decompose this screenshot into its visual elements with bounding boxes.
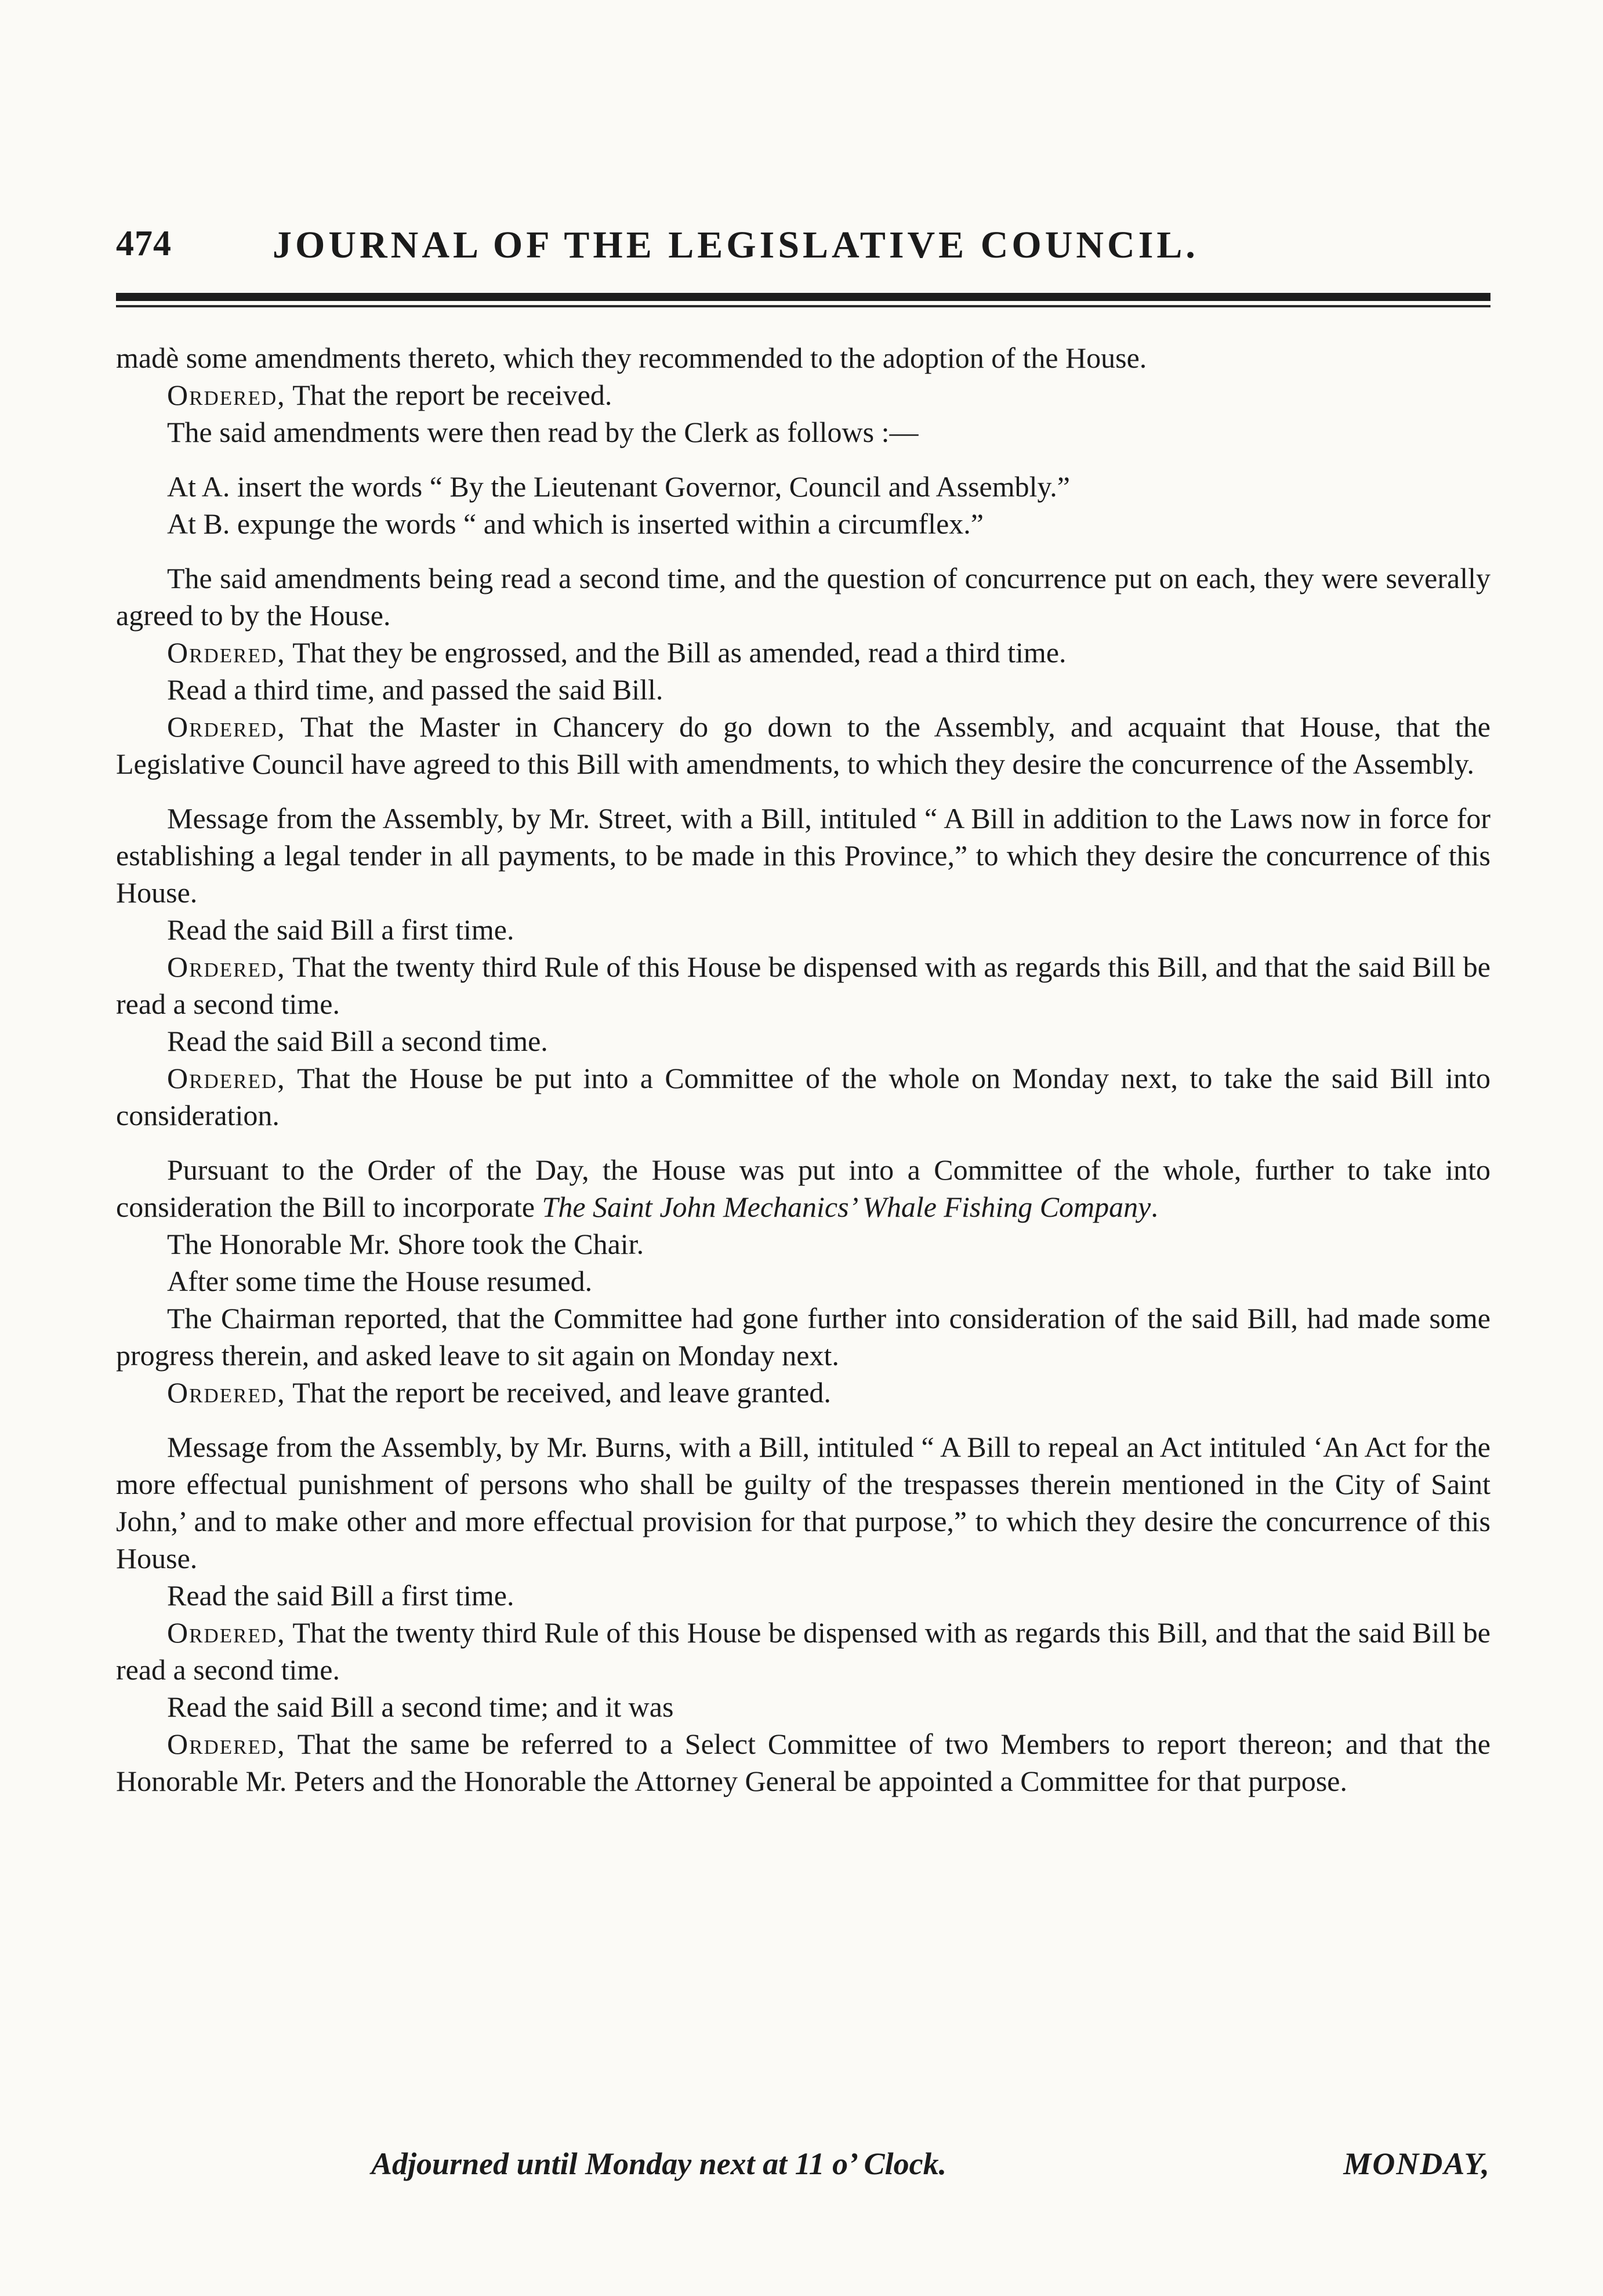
paragraph xyxy=(116,1225,1490,1263)
paragraph-text: That the twenty third Rule of this House be dispensed with as regards this Bill, and that the said Bill be read a second time. xyxy=(116,1616,1490,1686)
paragraph xyxy=(116,1725,1490,1800)
paragraph xyxy=(116,1428,1490,1577)
paragraph xyxy=(116,948,1490,1022)
paragraph xyxy=(116,1060,1490,1134)
paragraph-text: The said amendments were then read by the Clerk as follows :— xyxy=(167,416,919,448)
paragraph-text: madè some amendments thereto, which they recommended to the adoption of the House. xyxy=(116,342,1147,374)
paragraph xyxy=(116,911,1490,948)
catchword: MONDAY, xyxy=(1343,2146,1490,2181)
paragraph-text: The Chairman reported, that the Committee had gone further into consideration of the said Bill, had made some progress therein, and asked leave to sit again on Monday next. xyxy=(116,1302,1490,1372)
paragraph-text: That the same be referred to a Select Committee of two Members to report thereon; and that the Honorable Mr. Peters and the Honorable the Attorney General be appointed a Committee for that purpose. xyxy=(116,1728,1490,1797)
paragraph-text: That the report be received. xyxy=(292,379,612,411)
paragraph-lead: Ordered, xyxy=(167,379,286,411)
paragraph xyxy=(116,671,1490,708)
page-number: 474 xyxy=(116,224,172,263)
paragraph xyxy=(116,468,1490,505)
header-rule-thick xyxy=(116,293,1490,301)
paragraph xyxy=(116,1374,1490,1411)
paragraph xyxy=(116,505,1490,542)
page-footer xyxy=(116,2146,1490,2192)
paragraph-text: Read the said Bill a first time. xyxy=(167,913,514,946)
paragraph-text: At B. expunge the words “ and which is inserted within a circumflex.” xyxy=(167,507,984,540)
paragraph-lead: Ordered, xyxy=(167,1062,286,1094)
paragraph xyxy=(116,1263,1490,1300)
company-name: The Saint John Mechanics’ Whale Fishing Company xyxy=(542,1191,1151,1223)
paragraph-lead: Ordered, xyxy=(167,1616,286,1649)
paragraph xyxy=(116,1688,1490,1725)
paragraph xyxy=(116,1577,1490,1614)
paragraph-text: That the report be received, and leave granted. xyxy=(292,1376,831,1409)
paragraph-text: The said amendments being read a second time, and the question of concurrence put on each, they were severally agreed to by the House. xyxy=(116,562,1490,632)
paragraph-text: Read the said Bill a second time; and it was xyxy=(167,1691,674,1723)
paragraph xyxy=(116,708,1490,782)
paragraph-text: That the House be put into a Committee of the whole on Monday next, to take the said Bill into consideration. xyxy=(116,1062,1490,1131)
paragraph-text: Read the said Bill a second time. xyxy=(167,1025,548,1057)
paragraph xyxy=(116,1614,1490,1688)
paragraph-lead: Ordered, xyxy=(167,951,286,983)
page-header xyxy=(116,223,1490,287)
paragraph xyxy=(116,414,1490,451)
paragraph-lead: Ordered, xyxy=(167,1376,286,1409)
body-text xyxy=(116,339,1490,1800)
paragraph xyxy=(116,1022,1490,1060)
paragraph-lead: Ordered, xyxy=(167,1728,286,1760)
paragraph-lead: Ordered, xyxy=(167,710,286,743)
paragraph xyxy=(116,339,1490,376)
paragraph-text: Read a third time, and passed the said Bill. xyxy=(167,673,663,706)
paragraph-text: That they be engrossed, and the Bill as amended, read a third time. xyxy=(292,636,1067,669)
paragraph-text: The Honorable Mr. Shore took the Chair. xyxy=(167,1228,644,1260)
paragraph-text: That the Master in Chancery do go down to the Assembly, and acquaint that House, that the Legislative Council have agreed to this Bill with amendments, to which they desire the concurrence of the Assembly. xyxy=(116,710,1490,780)
paragraph xyxy=(116,376,1490,414)
running-title: JOURNAL OF THE LEGISLATIVE COUNCIL. xyxy=(273,224,1199,266)
paragraph-lead: Ordered, xyxy=(167,636,286,669)
paragraph-text: At A. insert the words “ By the Lieutenant Governor, Council and Assembly.” xyxy=(167,470,1070,503)
paragraph xyxy=(116,800,1490,911)
paragraph-text: Pursuant to the Order of the Day, the House was put into a Committee of the whole, further to take into consideration the Bill to incorporate xyxy=(116,1154,1490,1223)
paragraph-text: Message from the Assembly, by Mr. Burns, with a Bill, intituled “ A Bill to repeal an Act intituled ‘An Act for the more effectual punishment of persons who shall be guilty of the trespasses therein mentioned in the City of Saint John,’ and to make other and more effectual provision for that purpose,” to which they desire the concurrence of this House. xyxy=(116,1431,1490,1575)
paragraph-text: Read the said Bill a first time. xyxy=(167,1579,514,1612)
paragraph-tail: . xyxy=(1151,1191,1158,1223)
paragraph-text: That the twenty third Rule of this House be dispensed with as regards this Bill, and that the said Bill be read a second time. xyxy=(116,951,1490,1020)
paragraph xyxy=(116,634,1490,671)
paragraph xyxy=(116,560,1490,634)
paragraph-text: Message from the Assembly, by Mr. Street, with a Bill, intituled “ A Bill in addition to the Laws now in force for establishing a legal tender in all payments, to be made in this Province,” to which they desire the concurrence of this House. xyxy=(116,802,1490,909)
header-rule-thin xyxy=(116,305,1490,307)
paragraph-text: After some time the House resumed. xyxy=(167,1265,593,1297)
adjournment-line: Adjourned until Monday next at 11 o’ Clock. xyxy=(371,2146,947,2181)
paragraph xyxy=(116,1151,1490,1225)
paragraph xyxy=(116,1300,1490,1374)
